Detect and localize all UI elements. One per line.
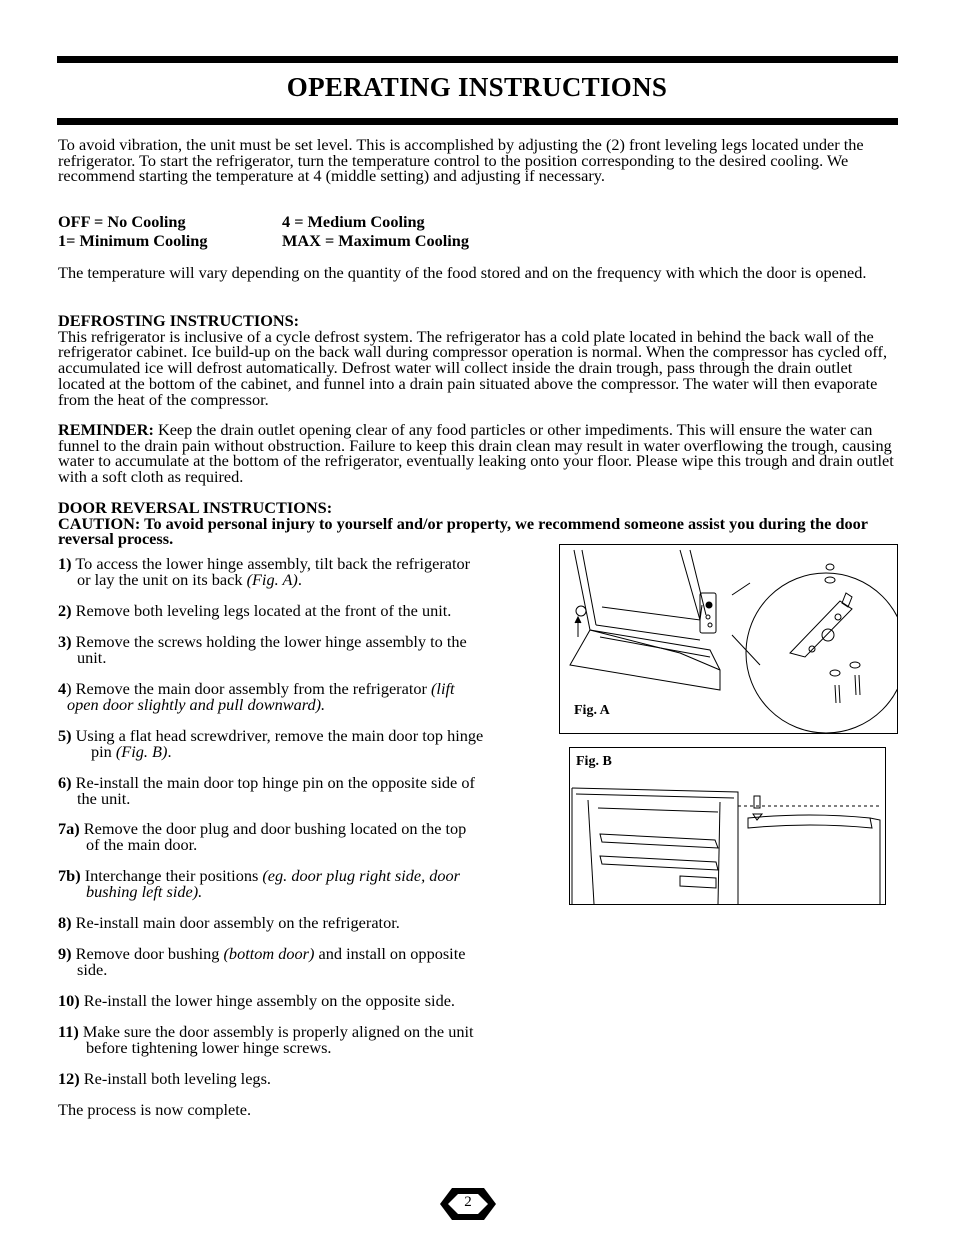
setting-max: MAX = Maximum Cooling (282, 231, 470, 250)
door-reversal-heading: DOOR REVERSAL INSTRUCTIONS: (58, 498, 333, 517)
title-underline-rule (57, 118, 898, 125)
step-5: 5) Using a flat head screwdriver, remove the main door top hinge pin (Fig. B). (58, 726, 484, 761)
defrost-heading: DEFROSTING INSTRUCTIONS: (58, 311, 300, 330)
step-6: 6) Re-install the main door top hinge pin on the opposite side of the unit. (58, 773, 475, 808)
step-12: 12) Re-install both leveling legs. (58, 1069, 271, 1088)
figure-a (559, 544, 898, 734)
step-8: 8) Re-install main door assembly on the refrigerator. (58, 913, 400, 932)
door-reversal-section (58, 500, 900, 547)
reminder-body: Keep the drain outlet opening clear of any food particles or other impediments. This will ensure the water can funnel to the drain pain without obstruction. Failure to keep this drain clean may result in water overflowing the trough, causing water to accumulate at the bottom of the refrigerator, eventually leaking onto your floor. Please wipe this trough and drain outlet with a soft cloth as required. (58, 420, 894, 487)
figure-b-illustration (570, 748, 885, 904)
figure-b-label: Fig. B (576, 754, 612, 769)
figure-b (569, 747, 886, 905)
caution-text: CAUTION: To avoid personal injury to yourself and/or property, we recommend someone assist you during the door reversal process. (58, 513, 868, 549)
page-title: OPERATING INSTRUCTIONS (286, 72, 668, 102)
defrost-section (58, 313, 900, 407)
step-10: 10) Re-install the lower hinge assembly on the opposite side. (58, 991, 456, 1010)
step-1: 1) To access the lower hinge assembly, tilt back the refrigerator or lay the unit on its back (Fig. A). (58, 554, 471, 589)
defrost-body: This refrigerator is inclusive of a cycle defrost system. The refrigerator has a cold plate located in behind the back wall of the refrigerator cabinet. Ice build-up on the back wall during compressor operation is normal. When the compressor has cycled off, accumulated ice will defrost automatically. Defrost water will collect inside the drain trough, pass through the drain outlet located at the bottom of the cabinet, and funnel into a drain pain situated above the compressor. The water will then evaporate from the heat of the compressor. (58, 326, 888, 409)
step-7b: 7b) Interchange their positions (eg. door plug right side, door bushing left side). (58, 866, 461, 901)
step-9: 9) Remove door bushing (bottom door) and install on opposite side. (58, 944, 466, 979)
temperature-note: The temperature will vary depending on the quantity of the food stored and on the frequency with which the door is opened. (58, 263, 867, 282)
figure-a-label: Fig. A (574, 703, 610, 718)
step-3: 3) Remove the screws holding the lower hinge assembly to the unit. (58, 632, 467, 667)
page-number: 2 (464, 1194, 472, 1210)
intro-paragraph: To avoid vibration, the unit must be set level. This is accomplished by adjusting the (2) front leveling legs located under the refrigerator. To start the refrigerator, turn the temperature control to the position corresponding to the desired cooling. We recommend starting the temperature at 4 (middle setting) and adjusting if necessary. (58, 135, 864, 186)
step-4: 4) Remove the main door assembly from the refrigerator (lift open door slightly and pull downward). (58, 679, 455, 714)
step-7a: 7a) Remove the door plug and door bushing located on the top of the main door. (58, 819, 467, 854)
reminder-label: REMINDER: (58, 420, 154, 439)
setting-four: 4 = Medium Cooling (282, 212, 425, 231)
setting-off: OFF = No Cooling (58, 212, 186, 231)
top-rule (57, 56, 898, 63)
reminder-paragraph (58, 422, 900, 485)
step-11: 11) Make sure the door assembly is properly aligned on the unit before tightening lower hinge screws. (58, 1022, 474, 1057)
step-2: 2) Remove both leveling legs located at the front of the unit. (58, 601, 452, 620)
setting-one: 1= Minimum Cooling (58, 231, 208, 250)
process-complete: The process is now complete. (58, 1100, 252, 1119)
figure-a-illustration (560, 545, 897, 733)
